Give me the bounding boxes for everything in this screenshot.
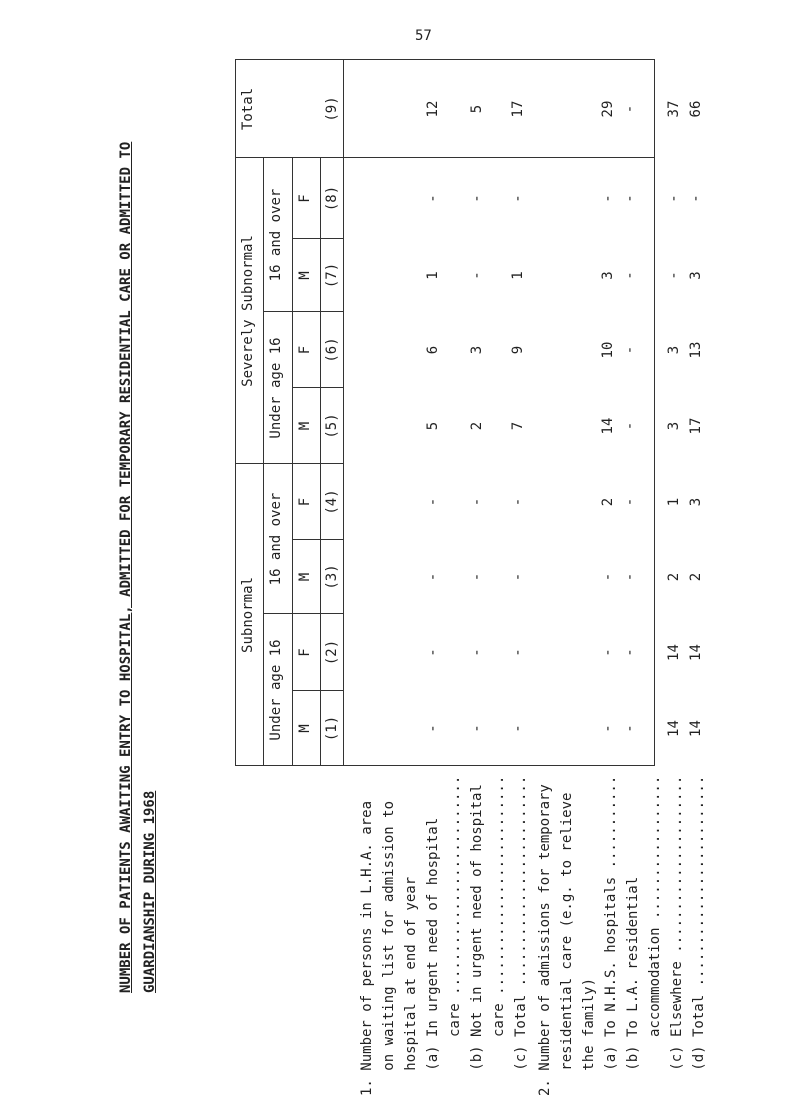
- col-m-7: M: [297, 271, 313, 280]
- title-line-1: NUMBER OF PATIENTS AWAITING ENTRY TO HOSPITAL, ADMITTED FOR TEMPORARY RESIDENTIAL CARE OR ADMITTED TO: [118, 141, 134, 993]
- title-line-2: GUARDIANSHIP DURING 1968: [142, 790, 158, 993]
- value-r1a-col5: 5: [425, 421, 441, 431]
- row-stub-1b-l2: care ..........................: [491, 775, 507, 1096]
- header-16-over: 16 and over: [268, 492, 284, 586]
- value-r1c-col9: 17: [510, 100, 526, 118]
- value-r2b-col8: -: [622, 194, 638, 203]
- col-num-8: (8): [324, 185, 340, 212]
- value-r2d-col9: 66: [688, 100, 704, 118]
- value-r2b-col3: -: [622, 572, 638, 582]
- value-r1a-col2: -: [425, 648, 441, 657]
- value-r2b-col4: -: [622, 497, 638, 507]
- header-under-16-ss: Under age 16: [268, 337, 284, 439]
- col-f-4: F: [297, 497, 313, 507]
- value-r2b-col7: -: [622, 271, 638, 280]
- value-r1b-col2: -: [469, 648, 485, 657]
- value-r2d-col4: 3: [688, 497, 704, 507]
- col-num-3: (3): [324, 564, 340, 590]
- value-r2d-col2: 14: [688, 644, 704, 661]
- value-r1a-col3: -: [425, 572, 441, 582]
- value-r1c-col5: 7: [510, 421, 526, 431]
- col-num-5: (5): [324, 413, 340, 439]
- row-stub-2b: (b) To L.A. residential: [625, 876, 641, 1096]
- row-stub-2b-l2: accommodation .................: [647, 775, 663, 1096]
- value-r2d-col1: 14: [688, 720, 704, 737]
- value-r2a-col3: -: [600, 572, 616, 582]
- header-under-16: Under age 16: [268, 639, 284, 741]
- value-r1c-col6: 9: [510, 345, 526, 355]
- value-r2d-col3: 2: [688, 572, 704, 582]
- value-r2a-col2: -: [600, 648, 616, 657]
- col-num-6: (6): [324, 337, 340, 363]
- value-r2c-col5: 3: [666, 421, 682, 431]
- value-r2a-col4: 2: [600, 497, 616, 507]
- row-stub-1b: (b) Not in urgent need of hospital: [469, 784, 485, 1096]
- value-r1c-col1: -: [510, 724, 526, 733]
- col-num-9: (9): [324, 96, 340, 122]
- row-stub-1: 1. Number of persons in L.H.A. area: [359, 800, 375, 1096]
- value-r2d-col8: -: [688, 194, 704, 203]
- row-stub-2d: (d) Total .........................: [691, 775, 707, 1096]
- header-subnormal: Subnormal: [240, 577, 256, 653]
- row-stub-1c: (c) Total .........................: [513, 775, 529, 1096]
- header-severely-subnormal: Severely Subnormal: [240, 235, 256, 387]
- value-r1b-col1: -: [469, 724, 485, 733]
- value-r2a-col9: 29: [600, 100, 616, 118]
- col-m-3: M: [297, 572, 313, 582]
- value-r1a-col7: 1: [425, 271, 441, 280]
- value-r1b-col6: 3: [469, 345, 485, 355]
- value-r2d-col5: 17: [688, 417, 704, 435]
- value-r1b-col5: 2: [469, 421, 485, 431]
- col-f-8: F: [297, 194, 313, 203]
- value-r1c-col4: -: [510, 497, 526, 507]
- page-number: 57: [415, 28, 432, 44]
- value-r1c-col7: 1: [510, 271, 526, 280]
- value-r2b-col6: -: [622, 345, 638, 355]
- row-stub-2-l2: residential care (e.g. to relieve: [559, 792, 575, 1096]
- row-stub-1-l3: hospital at end of year: [403, 876, 419, 1096]
- value-r1c-col3: -: [510, 572, 526, 582]
- col-num-2: (2): [324, 639, 340, 666]
- header-16-over-ss: 16 and over: [268, 188, 284, 282]
- value-r2c-col9: 37: [666, 100, 682, 118]
- row-stub-2-l3: the family): [581, 977, 597, 1096]
- value-r2a-col6: 10: [600, 341, 616, 359]
- value-r2c-col3: 2: [666, 572, 682, 582]
- row-stub-2c: (c) Elsewhere .....................: [669, 775, 685, 1096]
- col-m-1: M: [297, 724, 313, 733]
- value-r2b-col9: -: [622, 104, 638, 114]
- row-stub-1a-l2: care ..........................: [447, 775, 463, 1096]
- value-r2b-col2: -: [622, 648, 638, 657]
- row-stub-2: 2. Number of admissions for temporary: [537, 784, 553, 1096]
- col-f-2: F: [297, 648, 313, 657]
- header-total: Total: [240, 87, 256, 131]
- value-r1c-col2: -: [510, 648, 526, 657]
- value-r2c-col4: 1: [666, 497, 682, 507]
- value-r2a-col5: 14: [600, 417, 616, 435]
- value-r2a-col8: -: [600, 194, 616, 203]
- value-r1b-col8: -: [469, 194, 485, 203]
- col-num-7: (7): [324, 262, 340, 289]
- value-r2a-col1: -: [600, 724, 616, 733]
- value-r1b-col9: 5: [469, 104, 485, 114]
- value-r1c-col8: -: [510, 194, 526, 203]
- row-stub-1a: (a) In urgent need of hospital: [425, 817, 441, 1096]
- value-r2c-col2: 14: [666, 644, 682, 661]
- value-r1a-col8: -: [425, 194, 441, 203]
- row-stub-1-l2: on waiting list for admission to: [381, 800, 397, 1096]
- value-r1b-col4: -: [469, 497, 485, 507]
- col-num-1: (1): [324, 715, 340, 742]
- value-r2c-col1: 14: [666, 720, 682, 737]
- value-r2d-col7: 3: [688, 271, 704, 280]
- col-f-6: F: [297, 345, 313, 355]
- value-r1a-col1: -: [425, 724, 441, 733]
- value-r2c-col7: -: [666, 271, 682, 280]
- value-r1b-col3: -: [469, 572, 485, 582]
- value-r2b-col5: -: [622, 421, 638, 431]
- col-m-5: M: [297, 421, 313, 431]
- value-r2d-col6: 13: [688, 341, 704, 359]
- row-stub-2a: (a) To N.H.S. hospitals ...........: [603, 775, 619, 1096]
- value-r1a-col9: 12: [425, 100, 441, 118]
- value-r1b-col7: -: [469, 271, 485, 280]
- value-r1a-col6: 6: [425, 345, 441, 355]
- value-r2b-col1: -: [622, 724, 638, 733]
- value-r1a-col4: -: [425, 497, 441, 507]
- col-num-4: (4): [324, 489, 340, 515]
- value-r2c-col6: 3: [666, 345, 682, 355]
- value-r2c-col8: -: [666, 194, 682, 203]
- value-r2a-col7: 3: [600, 271, 616, 280]
